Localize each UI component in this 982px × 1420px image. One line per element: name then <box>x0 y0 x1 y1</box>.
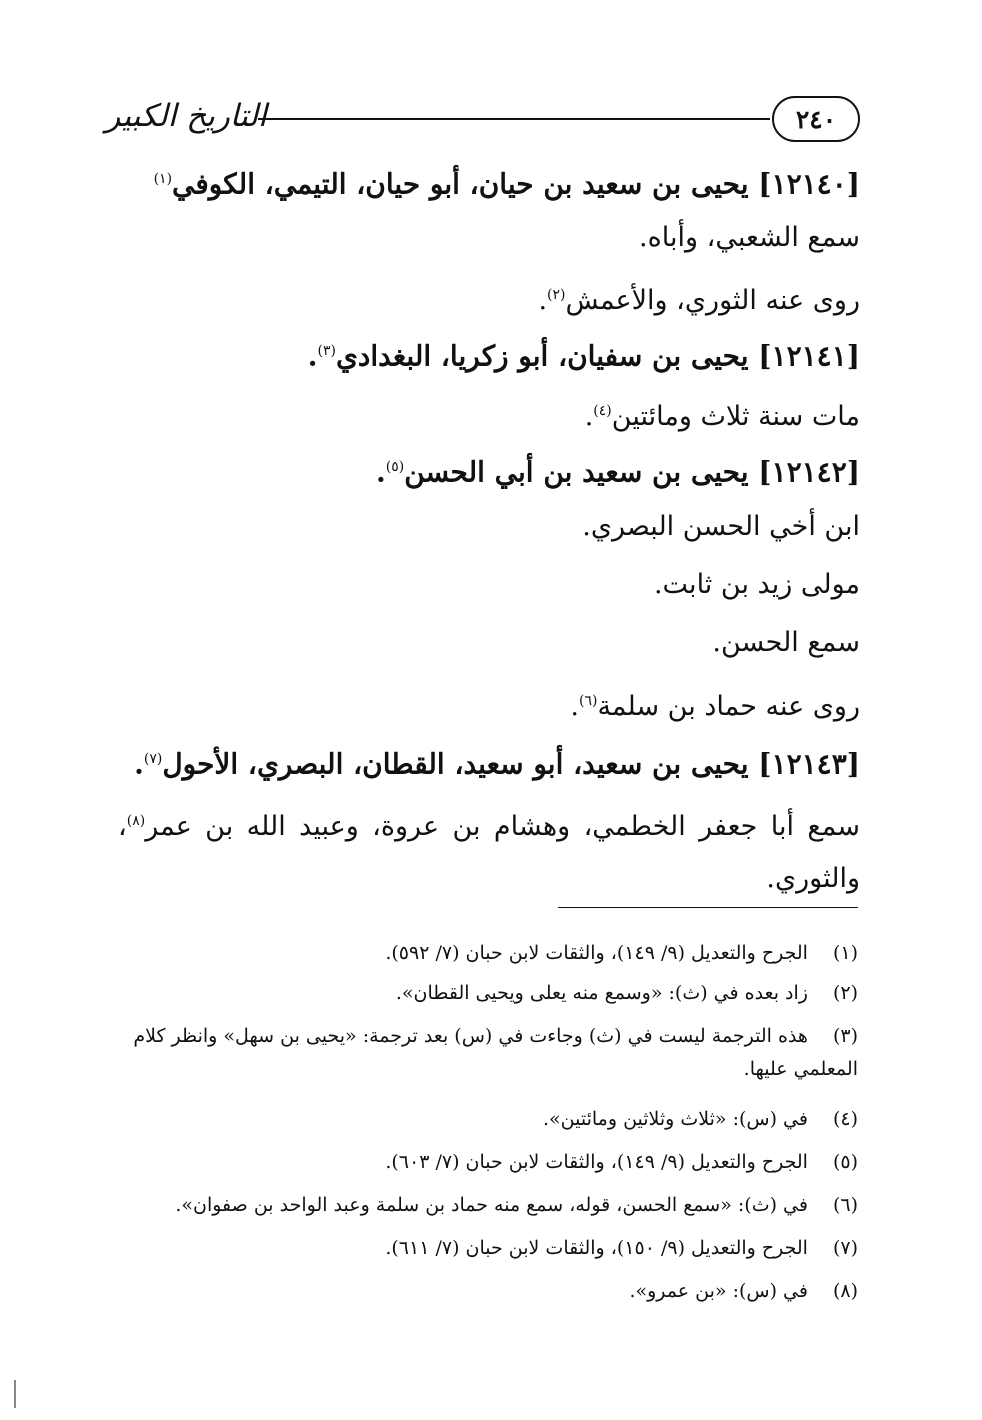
entry-paragraph-text-end: ، والثوري. <box>118 811 860 894</box>
footnote-ref: (٧) <box>143 751 163 767</box>
footnote-text: في (ث): «سمع الحسن، قوله، سمع منه حماد بن سلمة وعبد الواحد بن صفوان». <box>175 1194 808 1216</box>
footnote <box>116 1146 858 1179</box>
footnote-text: الجرح والتعديل (٩/ ١٤٩)، والثقات لابن حبان (٧/ ٦٠٣). <box>385 1151 808 1173</box>
entry-line <box>118 502 860 552</box>
footnote-number: (٢) <box>832 982 858 1004</box>
footnote-ref: (٨) <box>126 813 146 829</box>
footnote-number: (٨) <box>832 1280 858 1302</box>
entry-line <box>118 213 860 263</box>
entry-line-text: مات سنة ثلاث ومائتين <box>611 401 860 432</box>
footnote-number: (٥) <box>832 1151 858 1173</box>
entry-line-text: سمع الحسن. <box>712 627 860 658</box>
footnote-number: (٣) <box>832 1025 858 1047</box>
footnote-number: (٧) <box>832 1237 858 1259</box>
entry-line <box>118 676 860 726</box>
entry-id: [١٢١٤٠] <box>758 167 860 201</box>
entry-line <box>118 270 860 320</box>
entry-heading-12143 <box>118 734 860 784</box>
entry-heading-12141 <box>118 326 860 376</box>
entry-line <box>118 386 860 436</box>
entry-paragraph <box>118 795 860 905</box>
entry-name: يحيى بن سعيد بن حيان، أبو حيان، التيمي، الكوفي <box>172 167 749 201</box>
line-end: . <box>538 285 548 316</box>
footnote-ref: (٤) <box>593 403 612 419</box>
footnote <box>116 1020 858 1086</box>
footnote-separator <box>558 907 858 908</box>
footnote-text: في (س): «بن عمرو». <box>629 1280 808 1302</box>
footnote <box>116 1103 858 1136</box>
header-rule <box>258 118 770 120</box>
footnote-ref: (٢) <box>547 287 566 303</box>
line-end: . <box>570 691 579 722</box>
page-number: ٢٤٠ <box>772 96 860 142</box>
footnote-number: (٦) <box>832 1194 858 1216</box>
entry-line-text: سمع الشعبي، وأباه. <box>639 222 860 253</box>
entry-line <box>118 618 860 668</box>
footnote-ref: (١) <box>153 171 173 187</box>
footnote <box>116 977 858 1010</box>
footnote-ref: (٦) <box>578 693 598 709</box>
footnote <box>116 937 858 970</box>
entry-line-text: ابن أخي الحسن البصري. <box>582 511 860 542</box>
entry-name: يحيى بن سعيد، أبو سعيد، القطان، البصري، الأحول <box>162 747 749 781</box>
entry-name: يحيى بن سفيان، أبو زكريا، البغدادي <box>336 339 749 373</box>
footnote-number: (١) <box>832 942 858 964</box>
footnote-ref: (٣) <box>317 343 336 359</box>
line-end: . <box>134 747 144 781</box>
footnote-text: زاد بعده في (ث): «وسمع منه يعلى ويحيى القطان». <box>395 982 808 1004</box>
footnote-text: الجرح والتعديل (٩/ ١٥٠)، والثقات لابن حبان (٧/ ٦١١). <box>385 1237 808 1259</box>
entry-id: [١٢١٤٢] <box>758 455 860 489</box>
entry-id: [١٢١٤١] <box>758 339 860 373</box>
running-title: التاريخ الكبير <box>105 98 267 134</box>
entry-line-text: مولى زيد بن ثابت. <box>653 569 860 600</box>
scan-margin-mark <box>14 1380 16 1408</box>
line-end: . <box>584 401 594 432</box>
footnote-ref: (٥) <box>385 459 405 475</box>
line-end: . <box>376 455 386 489</box>
entry-line-text: روى عنه حماد بن سلمة <box>597 691 860 722</box>
entry-heading-12140 <box>118 154 860 204</box>
entry-heading-12142 <box>118 442 860 492</box>
line-end: . <box>307 339 318 373</box>
footnote-text: الجرح والتعديل (٩/ ١٤٩)، والثقات لابن حبان (٧/ ٥٩٢). <box>385 942 808 964</box>
footnote <box>116 1232 858 1265</box>
footnote-text: هذه الترجمة ليست في (ث) وجاءت في (س) بعد ترجمة: «يحيى بن سهل» وانظر كلام المعلمي عليها. <box>133 1025 858 1080</box>
footnote <box>116 1275 858 1308</box>
entry-name: يحيى بن سعيد بن أبي الحسن <box>404 455 749 489</box>
entry-id: [١٢١٤٣] <box>758 747 860 781</box>
footnote-number: (٤) <box>832 1108 858 1130</box>
entry-line-text: روى عنه الثوري، والأعمش <box>565 285 860 316</box>
entry-paragraph-text: سمع أبا جعفر الخطمي، وهشام بن عروة، وعبيد الله بن عمر <box>145 811 860 842</box>
footnote <box>116 1189 858 1222</box>
entry-line <box>118 560 860 610</box>
footnote-text: في (س): «ثلاث وثلاثين ومائتين». <box>543 1108 808 1130</box>
